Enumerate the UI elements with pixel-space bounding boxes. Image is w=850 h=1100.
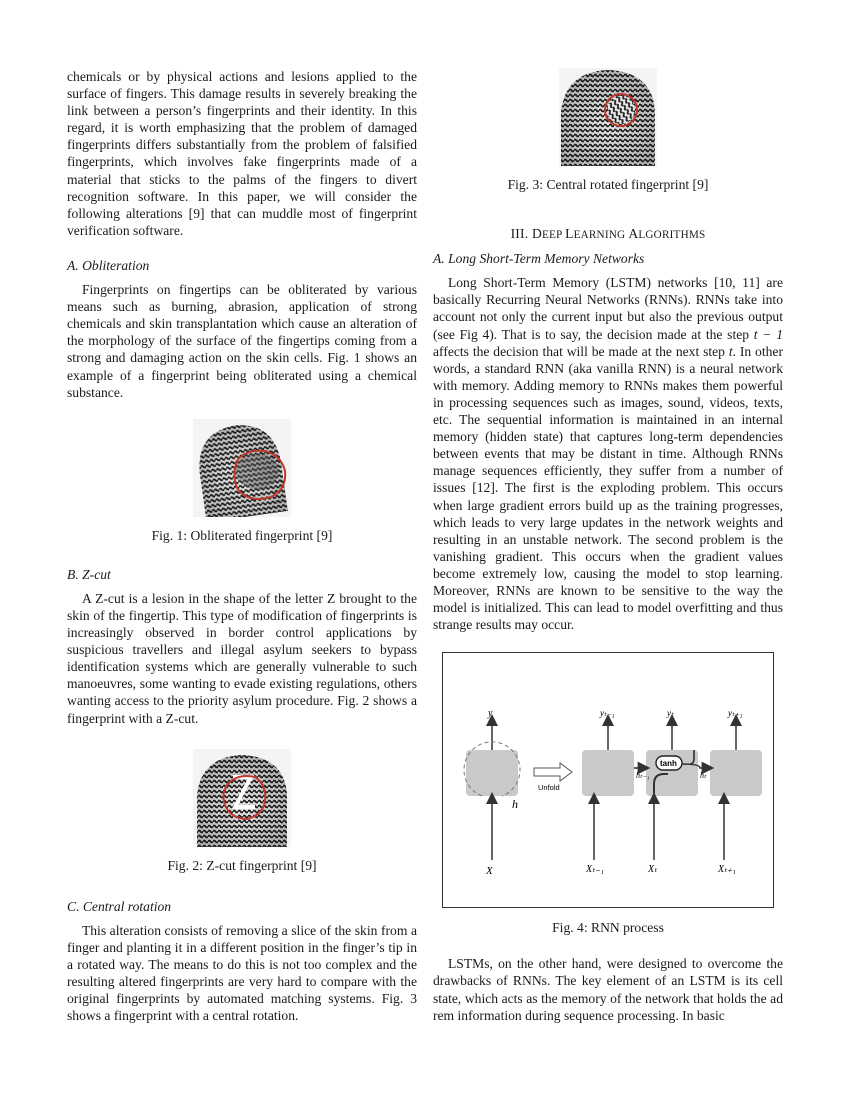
figure-3 — [433, 68, 783, 193]
central-rotated-fingerprint-image — [559, 68, 657, 166]
label-tanh: tanh — [660, 759, 677, 769]
figure-1-caption: Fig. 1: Obliterated fingerprint [9] — [151, 527, 333, 543]
z-cut-fingerprint-image — [193, 749, 291, 847]
label-x-prev: Xₜ₋₁ — [586, 864, 604, 876]
label-unfold: Unfold — [538, 783, 560, 793]
figure-4 — [433, 652, 783, 936]
heading-central-rotation: C. Central rotation — [67, 898, 172, 914]
z-cut-paragraph: A Z-cut is a lesion in the shape of the letter Z brought to the skin of the fingertip. This type of modification of fingerprints is increasingly observed in border control applications by suspicious travellers and illegal asylum seekers to bypass identification systems which are generally vulnerable to such manoeuvres, some wanting to evade existing regulations, others wanting access to the priority asylum procedure. Fig. 2 shows a fingerprint with a Z-cut. — [67, 590, 417, 726]
rnn-cell-folded — [466, 750, 518, 796]
obliterated-fingerprint-image — [193, 419, 291, 517]
heading-lstm: A. Long Short-Term Memory Networks — [433, 251, 645, 267]
lstm-paragraph: Long Short-Term Memory (LSTM) networks [10, 11] are basically Recurring Neural Networks (RNNs). RNNs take into account not only the current input but also the previous output (see Fig 4). That is to say, the decision made at the step t − 1 affects the decision that will be made at the next step t. In other words, a standard RNN (aka vanilla RNN) is a neural network with memory. Adding memory to RNNs makes them powerful in processing sequences such as images, sound, videos, texts, etc. The sequential information is maintained in an internal memory (hidden state) that captures long-term dependencies between events that may be distant in time. Although RNNs manage sequences efficiently, they suffer from a number of issues [12]. The first is the exploding problem. This occurs when large gradient errors build up as the training progresses, which leads to very large updates in the network weights and resulting in an unstable network. The second problem is the vanishing gradient. This occurs when the gradient values become extremely low, causing the model to stop learning. Moreover, RNNs are known to be sensitive to the way the model is initialized. This can lead to model overfitting and thus strange results may occur. — [433, 275, 783, 633]
heading-obliteration: A. Obliteration — [67, 257, 150, 273]
heading-z-cut: B. Z-cut — [67, 566, 111, 582]
figure-4-caption: Fig. 4: RNN process — [552, 920, 664, 936]
figure-1 — [67, 419, 417, 544]
right-column — [433, 68, 783, 1024]
figure-2-caption: Fig. 2: Z-cut fingerprint [9] — [167, 857, 317, 873]
left-column — [67, 68, 417, 1024]
rnn-process-diagram — [442, 652, 774, 908]
figure-2 — [67, 749, 417, 874]
label-x-next: Xₜ₊₁ — [718, 864, 736, 876]
label-y-prev: yₜ₋₁ — [600, 708, 615, 719]
figure-3-caption: Fig. 3: Central rotated fingerprint [9] — [507, 177, 709, 192]
label-x-t: Xₜ — [648, 864, 658, 876]
obliteration-paragraph: Fingerprints on fingertips can be obliterated by various means such as burning, abrasion, application of strong chemicals and skin transplantation which cause an alteration of the morphology of the surface of the fingertips coming from a strong and damaging action on the skin cells. Fig. 1 shows an example of a fingerprint being obliterated using a chemical substance. — [67, 282, 417, 400]
lstm-paragraph-2: LSTMs, on the other hand, were designed to overcome the drawbacks of RNNs. The key element of an LSTM is its cell state, which acts as the memory of the network that holds the ad rem information during sequence processing. In basic — [433, 956, 783, 1023]
section-number: III. — [510, 226, 529, 242]
label-y: y — [488, 708, 493, 720]
intro-paragraph: chemicals or by physical actions and lesions applied to the surface of fingers. This damage results in severely breaking the link between a person’s fingerprints and their identity. In this regard, it is worth emphasizing that the problem of damaged fingerprints differs substantially from the problem of falsified fingerprints, which involves fake fingerprints made of a material that sticks to the palms of the fingers to divert recognition software. In this paper, we will consider the following alterations [9] that can muddle most of fingerprint verification software. — [67, 69, 417, 238]
label-y-t: yₜ — [667, 708, 674, 719]
label-h: h — [512, 797, 518, 812]
central-rotation-paragraph: This alteration consists of removing a slice of the skin from a finger and planting it in a different position in the finger’s tip in a rotated way. The means to do this is not too complex and the resulting altered fingerprints are very hard to compare with the original fingerprints by automated matching systems. Fig. 3 shows a fingerprint with a central rotation. — [67, 922, 417, 1024]
label-h-prev: hₜ₋₁ — [636, 771, 650, 781]
section-title: III. DEEP LEARNING ALGORITHMS — [510, 226, 706, 242]
label-h-t: hₜ — [700, 771, 707, 781]
label-y-next: yₜ₊₁ — [728, 708, 743, 719]
rnn-cell-next — [710, 750, 762, 796]
label-x: X — [486, 865, 493, 878]
rnn-cell-prev — [582, 750, 634, 796]
